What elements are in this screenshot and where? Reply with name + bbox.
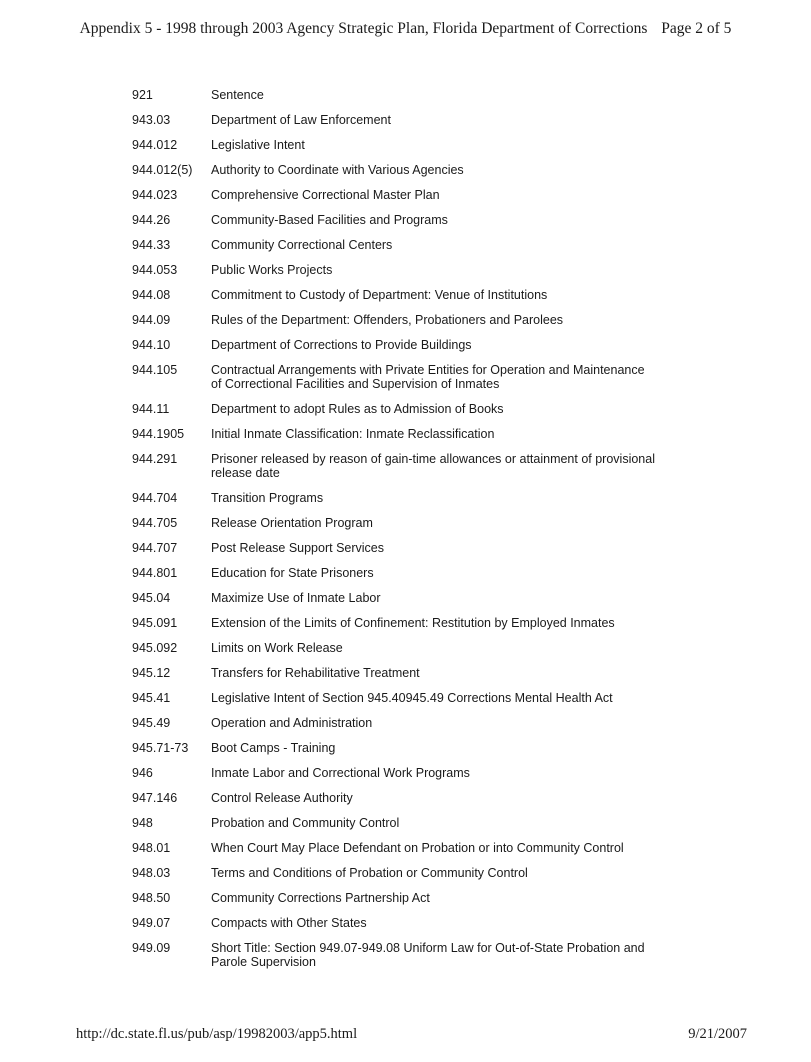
- statute-row: [132, 589, 692, 614]
- statute-description: Short Title: Section 949.07-949.08 Uniform Law for Out-of-State Probation and Parole Supervision: [211, 941, 645, 969]
- statute-number: 945.04: [132, 591, 171, 605]
- statute-number: 944.10: [132, 338, 171, 352]
- statute-row: [132, 939, 692, 978]
- statute-row: [132, 211, 692, 236]
- statute-row: [132, 186, 692, 211]
- statute-row: [132, 111, 692, 136]
- statute-number: 944.26: [132, 213, 171, 227]
- statute-row: [132, 311, 692, 336]
- page-header: [0, 20, 811, 38]
- statute-number: 945.49: [132, 716, 171, 730]
- statute-description: Public Works Projects: [211, 263, 333, 277]
- statute-number: 944.291: [132, 452, 178, 466]
- statute-row: [132, 614, 692, 639]
- statute-number: 949.07: [132, 916, 171, 930]
- statute-number: 944.012: [132, 138, 178, 152]
- statute-description: Authority to Coordinate with Various Agencies: [211, 163, 464, 177]
- statute-row: [132, 539, 692, 564]
- statute-number: 944.08: [132, 288, 171, 302]
- statute-number: 945.41: [132, 691, 171, 705]
- statute-description: Community-Based Facilities and Programs: [211, 213, 448, 227]
- statute-description: When Court May Place Defendant on Probation or into Community Control: [211, 841, 624, 855]
- statute-description: Community Corrections Partnership Act: [211, 891, 430, 905]
- statute-number: 945.71-73: [132, 741, 189, 755]
- statute-description: Inmate Labor and Correctional Work Programs: [211, 766, 470, 780]
- statute-description: Department to adopt Rules as to Admission of Books: [211, 402, 504, 416]
- statute-description: Initial Inmate Classification: Inmate Reclassification: [211, 427, 495, 441]
- statute-description: Maximize Use of Inmate Labor: [211, 591, 381, 605]
- statute-description: Control Release Authority: [211, 791, 353, 805]
- statute-row: [132, 639, 692, 664]
- statute-row: [132, 161, 692, 186]
- statute-number: 944.704: [132, 491, 178, 505]
- statute-description: Department of Law Enforcement: [211, 113, 391, 127]
- statute-row: [132, 889, 692, 914]
- statute-number: 948: [132, 816, 153, 830]
- statute-row: [132, 261, 692, 286]
- statute-description: Rules of the Department: Offenders, Probationers and Parolees: [211, 313, 564, 327]
- statute-description: Contractual Arrangements with Private Entities for Operation and Maintenance of Correctional Facilities and Supervision of Inmates: [211, 363, 645, 391]
- statute-description: Terms and Conditions of Probation or Community Control: [211, 866, 528, 880]
- statute-number: 948.01: [132, 841, 171, 855]
- statute-row: [132, 450, 692, 489]
- statute-row: [132, 764, 692, 789]
- statute-description: Post Release Support Services: [211, 541, 385, 555]
- statute-description: Commitment to Custody of Department: Venue of Institutions: [211, 288, 548, 302]
- statute-description: Education for State Prisoners: [211, 566, 374, 580]
- statute-number: 944.1905: [132, 427, 185, 441]
- statute-number: 949.09: [132, 941, 171, 955]
- statute-description: Department of Corrections to Provide Buildings: [211, 338, 472, 352]
- statute-description: Probation and Community Control: [211, 816, 400, 830]
- statute-row: [132, 489, 692, 514]
- statute-description: Extension of the Limits of Confinement: Restitution by Employed Inmates: [211, 616, 615, 630]
- statute-row: [132, 336, 692, 361]
- statute-row: [132, 425, 692, 450]
- statute-number: 944.09: [132, 313, 171, 327]
- statute-description: Operation and Administration: [211, 716, 373, 730]
- statute-description: Limits on Work Release: [211, 641, 343, 655]
- statute-row: [132, 564, 692, 589]
- statute-row: [132, 361, 692, 400]
- statute-row: [132, 714, 692, 739]
- statute-number: 944.33: [132, 238, 171, 252]
- statute-description: Legislative Intent: [211, 138, 305, 152]
- statute-row: [132, 664, 692, 689]
- statute-description: Transition Programs: [211, 491, 324, 505]
- statute-row: [132, 86, 692, 111]
- statute-row: [132, 286, 692, 311]
- statute-row: [132, 514, 692, 539]
- statute-description: Prisoner released by reason of gain-time allowances or attainment of provisional release date: [211, 452, 655, 480]
- statute-description: Release Orientation Program: [211, 516, 373, 530]
- statute-row: [132, 689, 692, 714]
- statute-row: [132, 864, 692, 889]
- statute-number: 921: [132, 88, 153, 102]
- statute-number: 946: [132, 766, 153, 780]
- statute-row: [132, 814, 692, 839]
- statute-description: Boot Camps - Training: [211, 741, 336, 755]
- statute-row: [132, 400, 692, 425]
- document-title: Appendix 5 - 1998 through 2003 Agency Strategic Plan, Florida Department of Corrections: [79, 20, 648, 37]
- page-footer: [76, 1026, 747, 1043]
- statute-description: Comprehensive Correctional Master Plan: [211, 188, 440, 202]
- statute-list: [132, 86, 692, 978]
- print-date: 9/21/2007: [688, 1026, 747, 1042]
- statute-number: 948.50: [132, 891, 171, 905]
- statute-row: [132, 739, 692, 764]
- statute-number: 944.053: [132, 263, 178, 277]
- statute-number: 944.11: [132, 402, 170, 416]
- source-url: http://dc.state.fl.us/pub/asp/19982003/app5.html: [76, 1026, 358, 1042]
- statute-number: 945.092: [132, 641, 178, 655]
- statute-description: Compacts with Other States: [211, 916, 367, 930]
- statute-description: Community Correctional Centers: [211, 238, 393, 252]
- statute-row: [132, 789, 692, 814]
- statute-description: Legislative Intent of Section 945.40945.49 Corrections Mental Health Act: [211, 691, 613, 705]
- statute-description: Sentence: [211, 88, 264, 102]
- statute-number: 944.023: [132, 188, 178, 202]
- statute-number: 944.705: [132, 516, 178, 530]
- statute-row: [132, 136, 692, 161]
- statute-number: 945.091: [132, 616, 178, 630]
- statute-number: 943.03: [132, 113, 171, 127]
- statute-number: 945.12: [132, 666, 171, 680]
- statute-number: 944.801: [132, 566, 178, 580]
- statute-number: 944.105: [132, 363, 178, 377]
- statute-row: [132, 914, 692, 939]
- statute-number: 944.707: [132, 541, 178, 555]
- statute-number: 948.03: [132, 866, 171, 880]
- statute-description: Transfers for Rehabilitative Treatment: [211, 666, 420, 680]
- statute-row: [132, 839, 692, 864]
- statute-number: 944.012(5): [132, 163, 193, 177]
- statute-row: [132, 236, 692, 261]
- page-number: Page 2 of 5: [661, 20, 732, 37]
- statute-number: 947.146: [132, 791, 178, 805]
